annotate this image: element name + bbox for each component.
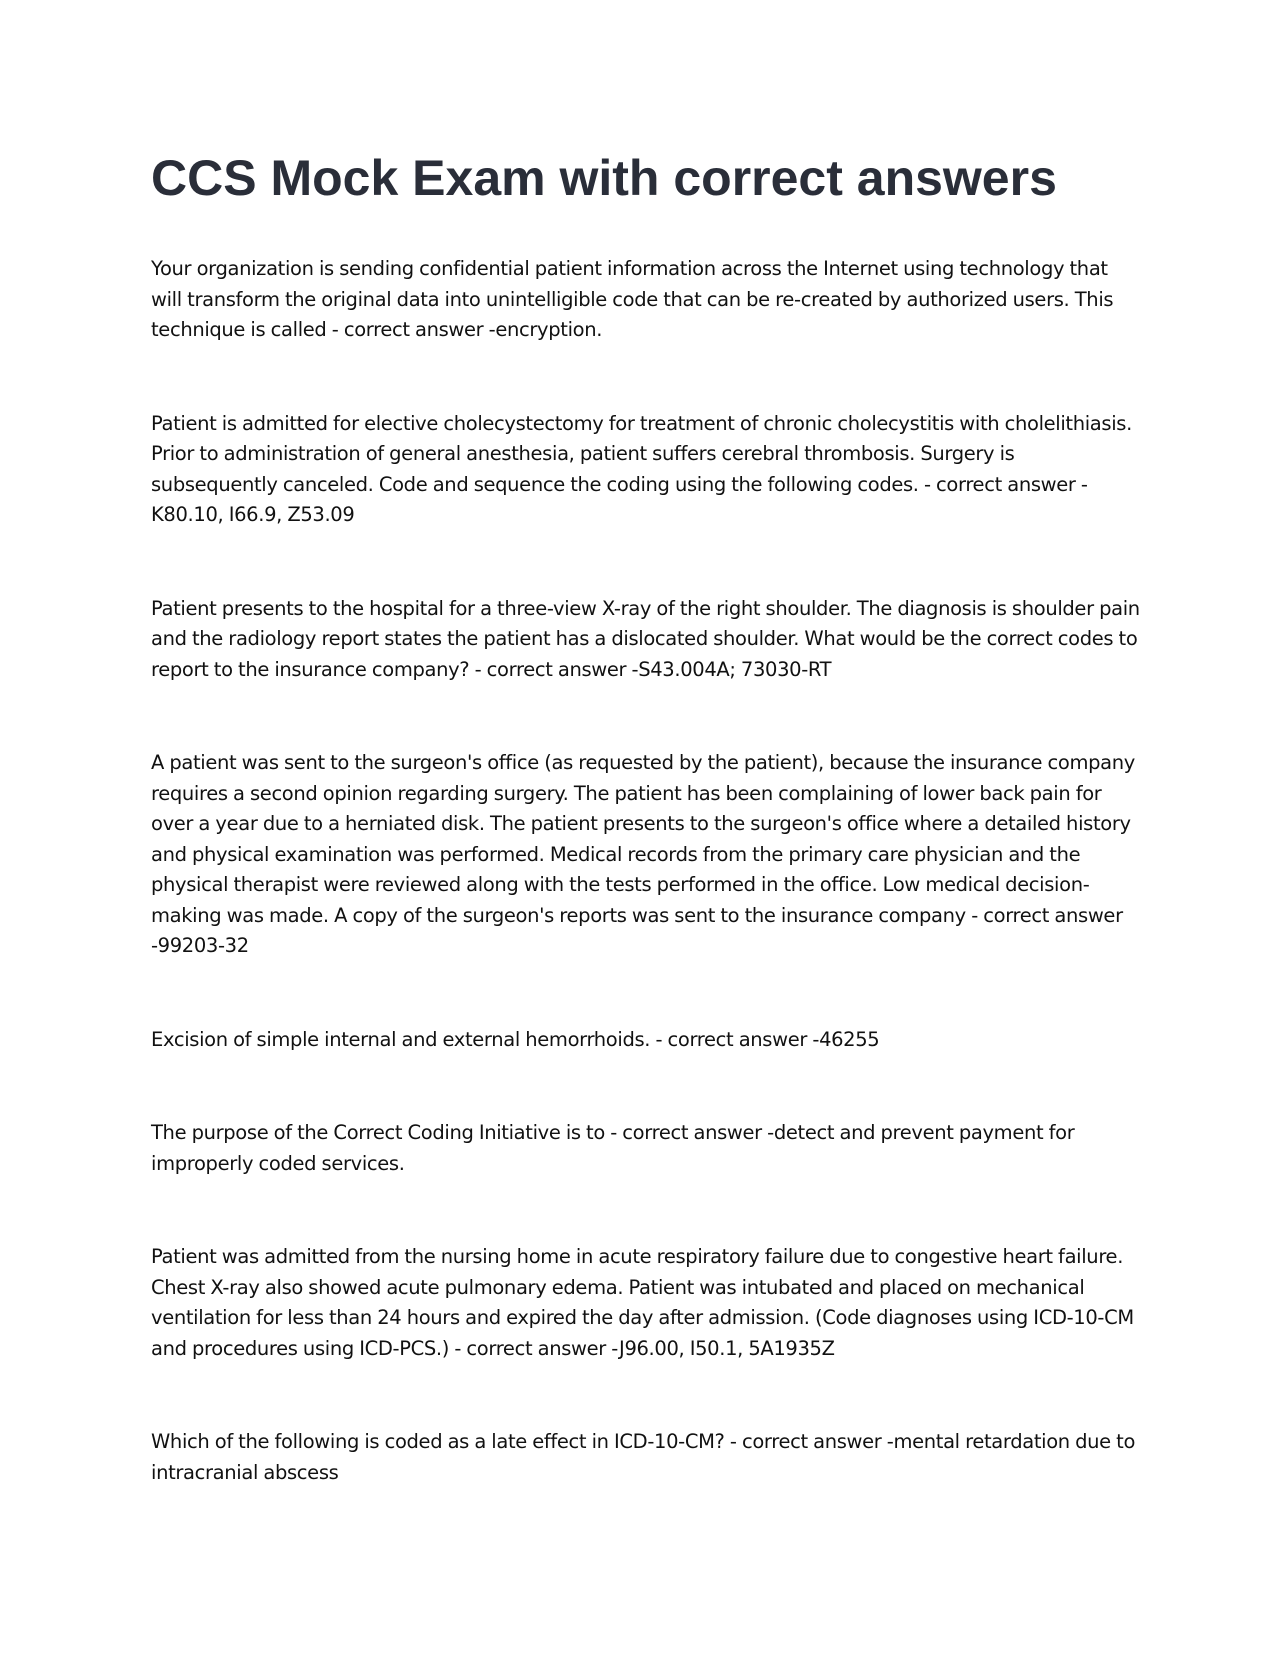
question-answer-item: Patient was admitted from the nursing home in acute respiratory failure due to congestive heart failure. Chest X-ray also showed acute pulmonary edema. Patient was intubated and placed on mechanical ventilation for less than 24 hours and expired the day after admission. (Code diagnoses using ICD-10-CM and procedures using ICD-PCS.) - correct answer -J96.00, I50.1, 5A1935Z — [151, 1245, 1134, 1360]
document-title: CCS Mock Exam with correct answers — [151, 150, 1057, 206]
question-answer-item: Excision of simple internal and external hemorrhoids. - correct answer -46255 — [151, 1027, 880, 1051]
question-answer-list — [151, 254, 1141, 1488]
document-content — [151, 148, 1141, 1551]
question-answer-item: Patient is admitted for elective cholecystectomy for treatment of chronic cholecystitis with cholelithiasis. Prior to administration of general anesthesia, patient suffers cerebral thrombosis. Surgery is subsequently canceled. Code and sequence the coding using the following codes. - correct answer -K80.10, I66.9, Z53.09 — [151, 411, 1132, 526]
question-answer-item: Your organization is sending confidential patient information across the Internet using technology that will transform the original data into unintelligible code that can be re-created by authorized users. This technique is called - correct answer -encryption. — [151, 257, 1114, 341]
question-answer-item: Which of the following is coded as a late effect in ICD-10-CM? - correct answer -mental retardation due to intracranial abscess — [151, 1430, 1136, 1484]
question-answer-item: The purpose of the Correct Coding Initiative is to - correct answer -detect and prevent payment for improperly coded services. — [151, 1121, 1075, 1175]
question-answer-item: A patient was sent to the surgeon's office (as requested by the patient), because the insurance company requires a second opinion regarding surgery. The patient has been complaining of lower back pain for over a year due to a herniated disk. The patient presents to the surgeon's office where a detailed history and physical examination was performed. Medical records from the primary care physician and the physical therapist were reviewed along with the tests performed in the office. Low medical decision-making was made. A copy of the surgeon's reports was sent to the insurance company - correct answer -99203-32 — [151, 751, 1135, 957]
question-answer-item: Patient presents to the hospital for a three-view X-ray of the right shoulder. The diagnosis is shoulder pain and the radiology report states the patient has a dislocated shoulder. What would be the correct codes to report to the insurance company? - correct answer -S43.004A; 73030-RT — [151, 596, 1140, 681]
